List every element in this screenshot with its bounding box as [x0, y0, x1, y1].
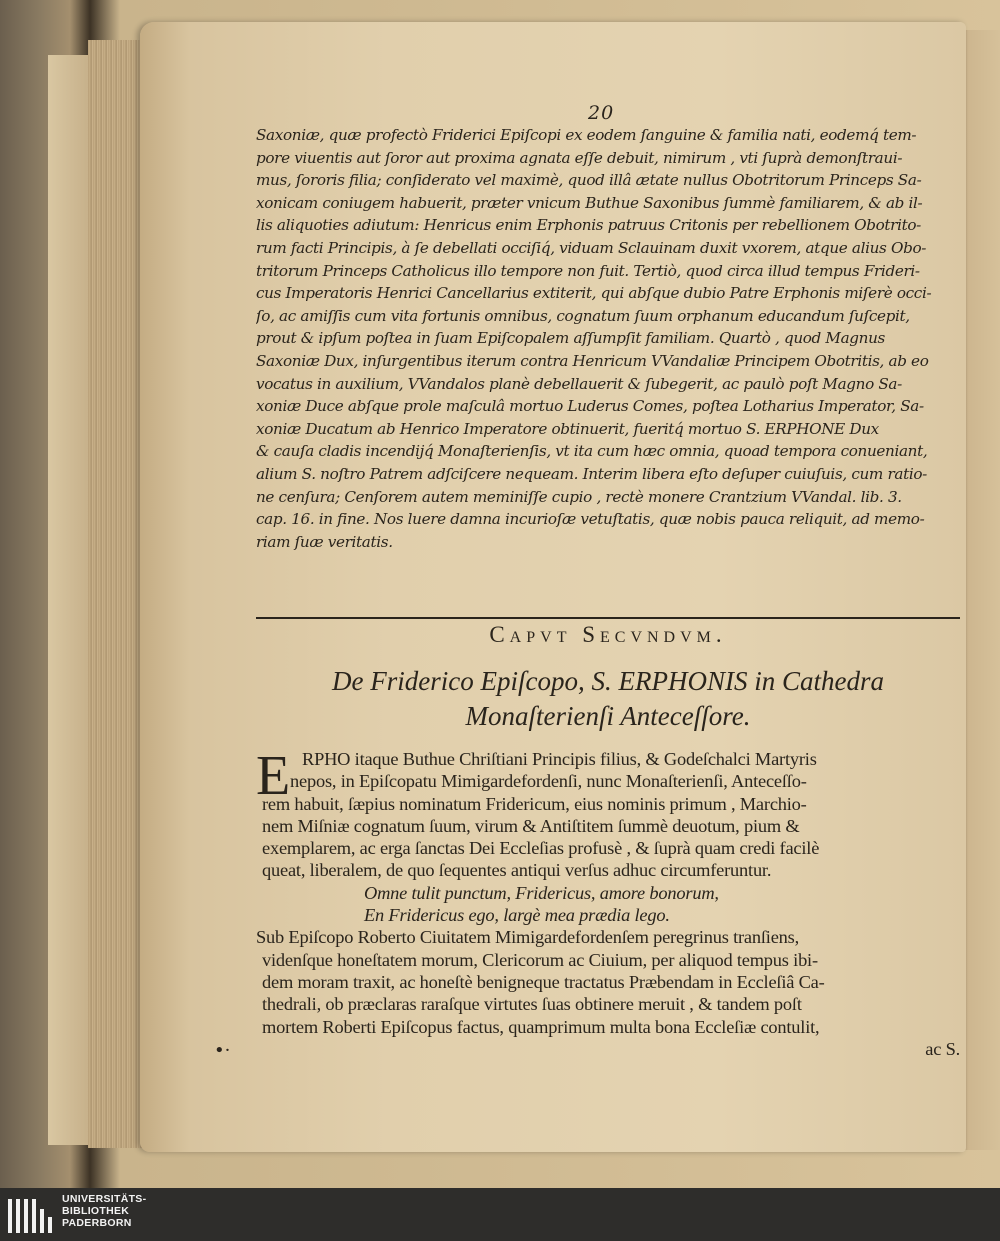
text-line: cap. 16. in fine. Nos luere damna incurioſæ vetuſtatis, quæ nobis pauca reliquit, ad memo-	[256, 510, 925, 529]
library-logo-icon	[6, 1195, 54, 1235]
chapter-heading: Capvt Secvndvm.	[489, 622, 727, 647]
text-line: riam ſuæ veritatis.	[256, 532, 393, 551]
page-edges	[88, 40, 148, 1148]
text-line: & cauſa cladis incendijq́ Monaſterienſis, vt ita cum hæc omnia, quoad tempora conueniant,	[256, 442, 928, 461]
text-line: xonicam coniugem habuerit, præter vnicum Buthue Saxonibus ſummè familiarem, & ab il-	[256, 193, 923, 212]
text-line: videnſque honeſtatem morum, Clericorum ac Ciuium, per aliquod tempus ibi-	[262, 949, 818, 970]
text-line: Sub Epiſcopo Roberto Ciuitatem Mimigardefordenſem peregrinus tranſiens,	[256, 927, 800, 948]
text-line: prout & ipſum poſtea in ſuam Epiſcopalem aſſumpſit familiam. Quartò , quod Magnus	[256, 329, 885, 348]
text-line: vocatus in auxilium, VVandalos planè debellauerit & ſubegerit, ac paulò poſt Magno Sa-	[256, 374, 902, 393]
text-line: tritorum Princeps Catholicus illo tempore non fuit. Tertiò, quod circa illud tempus Frideri-	[256, 261, 920, 280]
footer-bar	[0, 1188, 1000, 1241]
verse-line: Omne tulit punctum, Fridericus, amore bonorum,	[364, 882, 719, 903]
logo-line: UNIVERSITÄTS-	[62, 1193, 147, 1205]
catchword: ac S.	[925, 1038, 960, 1059]
left-margin-strip	[48, 55, 88, 1145]
text-line: mus, ſororis filia; conſiderato vel maximè, quod illâ ætate nullus Obotritorum Princeps Sa-	[256, 171, 922, 190]
body-text-block	[256, 748, 960, 1060]
text-line: Saxoniæ Dux, inſurgentibus iterum contra Henricum VVandaliæ Principem Obotritis, ab eo	[256, 351, 929, 370]
chapter-title-line: Monaſterienſi Anteceſſore.	[465, 701, 751, 731]
page-number: 20	[588, 102, 615, 124]
verse-line: En Fridericus ego, largè mea prædia lego.	[364, 905, 670, 926]
library-logo-text	[62, 1193, 146, 1229]
logo-line: BIBLIOTHEK	[62, 1205, 130, 1217]
chapter-title-line: De Friderico Epiſcopo, S. ERPHONIS in Cathedra	[332, 666, 884, 696]
text-line: rem habuit, ſæpius nominatum Fridericum, eius nominis primum , Marchio-	[262, 793, 807, 814]
text-line: ne cenſura; Cenſorem autem meminiſſe cupio , rectè monere Crantzium VVandal. lib. 3.	[256, 487, 902, 506]
text-line: RPHO itaque Buthue Chriſtiani Principis filius, & Godeſchalci Martyris	[302, 749, 817, 769]
text-line: cus Imperatoris Henrici Cancellarius extiterit, qui abſque dubio Patre Erphonis miſerè occi-	[256, 284, 932, 303]
text-line: alium S. noſtro Patrem adſciſcere nequeam. Interim libera eſto deſuper cuiuſuis, cum ratio-	[256, 464, 927, 483]
text-line: ſo, ac amiſſis cum vita fortunis omnibus, cognatum ſuum orphanum educandum ſuſcepit,	[256, 306, 910, 325]
text-line: lis aliquoties adiutum: Henricus enim Erphonis patruus Critonis per rebellionem Obotrito-	[256, 216, 921, 235]
text-line: xoniæ Duce abſque prole maſculâ mortuo Luderus Comes, poſtea Lotharius Imperator, Sa-	[256, 397, 924, 416]
italic-text-block	[256, 124, 960, 553]
text-line: exemplarem, ac erga ſanctas Dei Eccleſias profusè , & ſuprà quam credi facilè	[262, 838, 820, 859]
text-line: mortem Roberti Epiſcopus factus, quamprimum multa bona Eccleſiæ contulit,	[262, 1016, 820, 1037]
text-line: xoniæ Ducatum ab Henrico Imperatore obtinuerit, fueritq́ mortuo S. ERPHONE Dux	[256, 419, 879, 438]
text-line: Saxoniæ, quæ profectò Friderici Epiſcopi ex eodem ſanguine & familia nati, eodemq́ tem-	[256, 126, 917, 144]
text-line: pore viuentis aut ſoror aut proxima agnata eſſe debuit, nimirum , vti ſuprà demonſtraui-	[256, 148, 903, 167]
text-line: nepos, in Epiſcopatu Mimigardefordenſi, nunc Monaſterienſi, Anteceſſo-	[290, 771, 807, 792]
section-divider	[256, 617, 960, 619]
text-line: dem moram traxit, ac honeſtè benigneque tractatus Præbendam in Eccleſiâ Ca-	[262, 971, 825, 992]
text-line: queat, liberalem, de quo ſequentes antiqui verſus adhuc circumferuntur.	[262, 860, 772, 881]
text-line: rum facti Principis, à ſe debellati occiſiq́, viduam Sclauinam duxit vxorem, atque alius Obo-	[256, 238, 927, 257]
margin-mark: •·	[214, 1040, 231, 1061]
drop-cap: E	[256, 745, 291, 807]
text-line: thedrali, ob præclaras raraſque virtutes ſuas obtinere meruit , & tandem poſt	[262, 994, 802, 1015]
logo-line: PADERBORN	[62, 1217, 132, 1229]
text-line: nem Miſniæ cognatum ſuum, virum & Antiſtitem ſummè deuotum, pium &	[262, 815, 800, 836]
